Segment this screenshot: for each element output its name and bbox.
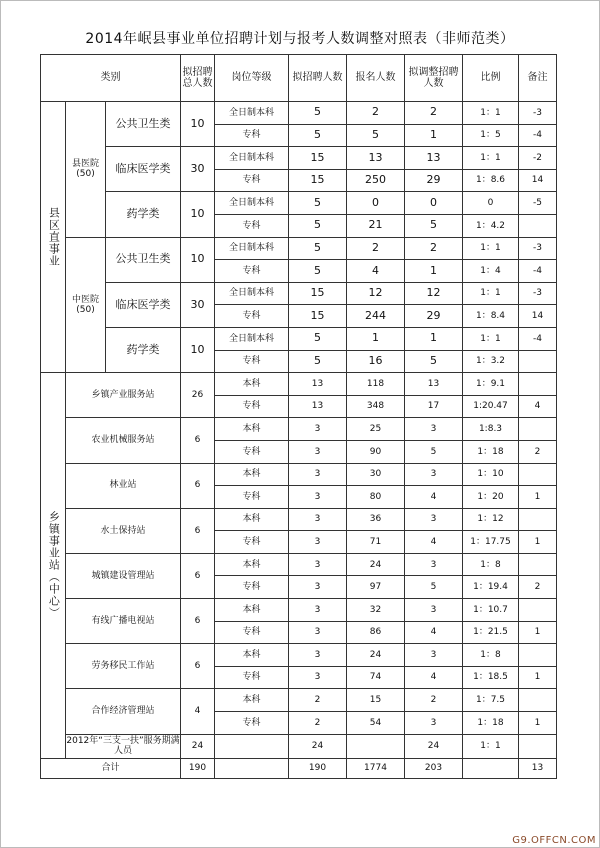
table-row	[41, 644, 557, 667]
planned-cell: 3	[289, 621, 347, 644]
position-level-cell: 专科	[215, 531, 289, 554]
remark-cell: -4	[519, 124, 557, 147]
adjusted-cell: 0	[405, 192, 463, 215]
table-row	[41, 237, 557, 260]
page-title: 2014年岷县事业单位招聘计划与报考人数调整对照表（非师范类）	[85, 31, 515, 47]
applicants-cell: 348	[347, 395, 405, 418]
ratio-cell: 1：8	[463, 553, 519, 576]
planned-cell: 3	[289, 644, 347, 667]
planned-cell: 3	[289, 553, 347, 576]
planned-cell: 5	[289, 214, 347, 237]
totals-planned: 190	[289, 758, 347, 778]
sanzhi-adjusted: 24	[405, 734, 463, 758]
remark-cell: 1	[519, 712, 557, 735]
ratio-cell: 1：10	[463, 463, 519, 486]
ratio-cell: 1：4.2	[463, 214, 519, 237]
position-level-cell: 本科	[215, 553, 289, 576]
totals-label: 合计	[41, 758, 181, 778]
planned-cell: 3	[289, 440, 347, 463]
planned-total-cell: 6	[181, 463, 215, 508]
position-level-cell: 本科	[215, 373, 289, 396]
table-row	[41, 689, 557, 712]
position-level-cell: 本科	[215, 508, 289, 531]
applicants-cell: 36	[347, 508, 405, 531]
remark-cell: 1	[519, 621, 557, 644]
position-level-cell: 专科	[215, 169, 289, 192]
adjusted-cell: 3	[405, 644, 463, 667]
position-level-cell: 专科	[215, 440, 289, 463]
applicants-cell: 74	[347, 666, 405, 689]
ratio-cell: 1：1	[463, 327, 519, 350]
position-level-cell: 专科	[215, 305, 289, 328]
remark-cell: 2	[519, 440, 557, 463]
ratio-cell: 1：1	[463, 237, 519, 260]
header-planned: 拟招聘人数	[289, 55, 347, 102]
ratio-cell: 1：1	[463, 282, 519, 305]
ratio-cell: 1：17.75	[463, 531, 519, 554]
applicants-cell: 118	[347, 373, 405, 396]
header-position-level: 岗位等级	[215, 55, 289, 102]
planned-total-cell: 10	[181, 192, 215, 237]
table-row	[41, 508, 557, 531]
adjusted-cell: 4	[405, 531, 463, 554]
remark-cell: 2	[519, 576, 557, 599]
applicants-cell: 5	[347, 124, 405, 147]
adjusted-cell: 29	[405, 169, 463, 192]
adjusted-cell: 5	[405, 576, 463, 599]
applicants-cell: 4	[347, 260, 405, 283]
remark-cell	[519, 689, 557, 712]
adjusted-cell: 3	[405, 508, 463, 531]
header-remark: 备注	[519, 55, 557, 102]
ratio-cell: 1：20	[463, 486, 519, 509]
subcategory-label: 药学类	[106, 327, 181, 372]
remark-cell: 14	[519, 169, 557, 192]
remark-cell	[519, 373, 557, 396]
position-level-cell: 专科	[215, 621, 289, 644]
adjusted-cell: 13	[405, 147, 463, 170]
adjusted-cell: 1	[405, 327, 463, 350]
planned-cell: 5	[289, 237, 347, 260]
adjusted-cell: 13	[405, 373, 463, 396]
remark-cell: -3	[519, 102, 557, 125]
applicants-cell: 2	[347, 102, 405, 125]
planned-total-cell: 4	[181, 689, 215, 734]
table-row	[41, 553, 557, 576]
remark-cell: 1	[519, 531, 557, 554]
planned-cell: 15	[289, 169, 347, 192]
table-row	[41, 734, 557, 758]
station-name: 水土保持站	[66, 508, 181, 553]
planned-cell: 5	[289, 192, 347, 215]
position-level-cell: 本科	[215, 644, 289, 667]
applicants-cell: 2	[347, 237, 405, 260]
ratio-cell: 1：7.5	[463, 689, 519, 712]
adjusted-cell: 2	[405, 237, 463, 260]
applicants-cell: 0	[347, 192, 405, 215]
adjusted-cell: 2	[405, 102, 463, 125]
planned-cell: 15	[289, 147, 347, 170]
ratio-cell: 1：12	[463, 508, 519, 531]
remark-cell	[519, 599, 557, 622]
ratio-cell: 1：8	[463, 644, 519, 667]
applicants-cell: 21	[347, 214, 405, 237]
adjusted-cell: 5	[405, 440, 463, 463]
remark-cell: -3	[519, 282, 557, 305]
ratio-cell: 1:8.3	[463, 418, 519, 441]
totals-adjusted: 203	[405, 758, 463, 778]
ratio-cell	[463, 758, 519, 778]
applicants-cell: 54	[347, 712, 405, 735]
ratio-cell: 1：5	[463, 124, 519, 147]
planned-cell: 13	[289, 395, 347, 418]
planned-cell: 3	[289, 576, 347, 599]
station-name: 有线广播电视站	[66, 599, 181, 644]
ratio-cell: 1：18.5	[463, 666, 519, 689]
adjusted-cell: 4	[405, 486, 463, 509]
table-row	[41, 373, 557, 396]
planned-total-cell: 10	[181, 327, 215, 372]
ratio-cell: 1：9.1	[463, 373, 519, 396]
remark-cell: 1	[519, 666, 557, 689]
station-name: 农业机械服务站	[66, 418, 181, 463]
subcategory-label: 药学类	[106, 192, 181, 237]
watermark: G9.OFFCN.COM	[512, 835, 596, 846]
remark-cell	[519, 553, 557, 576]
adjusted-cell: 17	[405, 395, 463, 418]
sanzhi-label: 2012年“三支一扶”服务期满人员	[66, 735, 180, 757]
station-name: 乡镇产业服务站	[66, 373, 181, 418]
planned-total-cell: 6	[181, 553, 215, 598]
remark-cell	[519, 463, 557, 486]
adjusted-cell: 4	[405, 621, 463, 644]
ratio-cell: 1：4	[463, 260, 519, 283]
adjusted-cell: 5	[405, 214, 463, 237]
ratio-cell: 1：21.5	[463, 621, 519, 644]
remark-cell: -4	[519, 260, 557, 283]
planned-total-cell: 26	[181, 373, 215, 418]
adjusted-cell: 1	[405, 124, 463, 147]
header-applicants: 报名人数	[347, 55, 405, 102]
subcategory-label: 临床医学类	[106, 147, 181, 192]
adjusted-cell: 5	[405, 350, 463, 373]
header-ratio: 比例	[463, 55, 519, 102]
position-level-cell: 专科	[215, 350, 289, 373]
adjusted-cell: 3	[405, 553, 463, 576]
applicants-cell: 86	[347, 621, 405, 644]
planned-total-cell: 10	[181, 102, 215, 147]
adjusted-cell: 29	[405, 305, 463, 328]
sanzhi-planned: 24	[289, 734, 347, 758]
position-level-cell: 本科	[215, 463, 289, 486]
ratio-cell: 1：8.4	[463, 305, 519, 328]
table-row	[41, 102, 557, 125]
adjusted-cell: 12	[405, 282, 463, 305]
position-level-cell	[215, 758, 289, 778]
table-body	[41, 55, 557, 779]
remark-cell	[519, 644, 557, 667]
planned-cell: 3	[289, 599, 347, 622]
header-planned-total: 拟招聘总人数	[181, 55, 215, 102]
header-category: 类别	[41, 55, 181, 102]
position-level-cell: 专科	[215, 260, 289, 283]
applicants-cell: 24	[347, 644, 405, 667]
remark-cell: -5	[519, 192, 557, 215]
table-row	[41, 192, 557, 215]
planned-cell: 2	[289, 689, 347, 712]
applicants-cell: 15	[347, 689, 405, 712]
planned-cell: 3	[289, 486, 347, 509]
remark-cell: 4	[519, 395, 557, 418]
planned-total-cell: 30	[181, 282, 215, 327]
position-level-cell: 专科	[215, 666, 289, 689]
table-row	[41, 282, 557, 305]
ratio-cell: 1：10.7	[463, 599, 519, 622]
ratio-cell: 1：19.4	[463, 576, 519, 599]
position-level-cell: 全日制本科	[215, 192, 289, 215]
ratio-cell: 1：8.6	[463, 169, 519, 192]
applicants-cell: 244	[347, 305, 405, 328]
ratio-cell: 1：3.2	[463, 350, 519, 373]
applicants-cell: 16	[347, 350, 405, 373]
remark-cell: -2	[519, 147, 557, 170]
remark-cell: 14	[519, 305, 557, 328]
applicants-cell: 97	[347, 576, 405, 599]
planned-cell: 2	[289, 712, 347, 735]
planned-cell: 13	[289, 373, 347, 396]
position-level-cell: 全日制本科	[215, 237, 289, 260]
remark-cell	[519, 418, 557, 441]
position-level-cell: 全日制本科	[215, 147, 289, 170]
subcategory-label: 临床医学类	[106, 282, 181, 327]
ratio-cell: 0	[463, 192, 519, 215]
ratio-cell: 1：1	[463, 147, 519, 170]
table-row	[41, 599, 557, 622]
position-level-cell: 专科	[215, 214, 289, 237]
position-level-cell: 本科	[215, 689, 289, 712]
adjusted-cell: 3	[405, 463, 463, 486]
applicants-cell: 250	[347, 169, 405, 192]
position-level-cell: 全日制本科	[215, 282, 289, 305]
applicants-cell	[347, 734, 405, 758]
position-level-cell	[215, 734, 289, 758]
recruitment-table	[40, 54, 557, 779]
planned-cell: 15	[289, 282, 347, 305]
position-level-cell: 专科	[215, 712, 289, 735]
adjusted-cell: 4	[405, 666, 463, 689]
subcategory-label: 公共卫生类	[106, 102, 181, 147]
position-level-cell: 专科	[215, 576, 289, 599]
station-name: 劳务移民工作站	[66, 644, 181, 689]
position-level-cell: 专科	[215, 486, 289, 509]
position-level-cell: 专科	[215, 124, 289, 147]
planned-cell: 3	[289, 666, 347, 689]
remark-cell: 1	[519, 486, 557, 509]
applicants-cell: 90	[347, 440, 405, 463]
remark-cell	[519, 350, 557, 373]
planned-total-cell: 10	[181, 237, 215, 282]
table-row	[41, 55, 557, 102]
applicants-cell: 71	[347, 531, 405, 554]
subcategory-label: 公共卫生类	[106, 237, 181, 282]
adjusted-cell: 2	[405, 689, 463, 712]
ratio-cell: 1:20.47	[463, 395, 519, 418]
planned-cell: 5	[289, 350, 347, 373]
header-adjusted: 拟调整招聘人数	[405, 55, 463, 102]
planned-total-cell: 6	[181, 644, 215, 689]
planned-cell: 3	[289, 463, 347, 486]
position-level-cell: 本科	[215, 418, 289, 441]
remark-cell	[519, 734, 557, 758]
planned-cell: 5	[289, 124, 347, 147]
planned-total-cell: 6	[181, 418, 215, 463]
applicants-cell: 12	[347, 282, 405, 305]
remark-cell	[519, 214, 557, 237]
adjusted-cell: 3	[405, 599, 463, 622]
adjusted-cell: 1	[405, 260, 463, 283]
table-row	[41, 418, 557, 441]
applicants-cell: 30	[347, 463, 405, 486]
remark-cell: -4	[519, 327, 557, 350]
applicants-cell: 13	[347, 147, 405, 170]
planned-cell: 3	[289, 418, 347, 441]
planned-cell: 5	[289, 260, 347, 283]
ratio-cell: 1：18	[463, 712, 519, 735]
table-row	[41, 147, 557, 170]
applicants-cell: 1	[347, 327, 405, 350]
planned-total-cell: 30	[181, 147, 215, 192]
tcm-hospital-label: 中医院(50)	[66, 237, 106, 373]
totals-total: 190	[181, 758, 215, 778]
table-row	[41, 758, 557, 778]
position-level-cell: 专科	[215, 395, 289, 418]
county-hospital-label: 县医院(50)	[66, 102, 106, 238]
station-name: 林业站	[66, 463, 181, 508]
planned-cell: 15	[289, 305, 347, 328]
planned-cell: 3	[289, 508, 347, 531]
ratio-cell: 1：1	[463, 102, 519, 125]
planned-cell: 5	[289, 102, 347, 125]
adjusted-cell: 3	[405, 418, 463, 441]
planned-total-cell: 6	[181, 599, 215, 644]
station-name: 合作经济管理站	[66, 689, 181, 734]
remark-cell: -3	[519, 237, 557, 260]
applicants-cell: 32	[347, 599, 405, 622]
totals-applicants: 1774	[347, 758, 405, 778]
applicants-cell: 24	[347, 553, 405, 576]
sanzhi-total: 24	[181, 734, 215, 758]
planned-cell: 5	[289, 327, 347, 350]
remark-cell	[519, 508, 557, 531]
position-level-cell: 全日制本科	[215, 102, 289, 125]
table-row	[41, 327, 557, 350]
station-name: 城镇建设管理站	[66, 553, 181, 598]
position-level-cell: 全日制本科	[215, 327, 289, 350]
planned-cell: 3	[289, 531, 347, 554]
table-row	[41, 463, 557, 486]
section-county-label: 县区直事业	[41, 102, 66, 373]
section-town-label: 乡镇事业站（中心）	[41, 373, 66, 759]
totals-remark: 13	[519, 758, 557, 778]
position-level-cell: 本科	[215, 599, 289, 622]
adjusted-cell: 3	[405, 712, 463, 735]
planned-total-cell: 6	[181, 508, 215, 553]
sanzhi-ratio: 1：1	[463, 734, 519, 758]
applicants-cell: 25	[347, 418, 405, 441]
applicants-cell: 80	[347, 486, 405, 509]
ratio-cell: 1：18	[463, 440, 519, 463]
